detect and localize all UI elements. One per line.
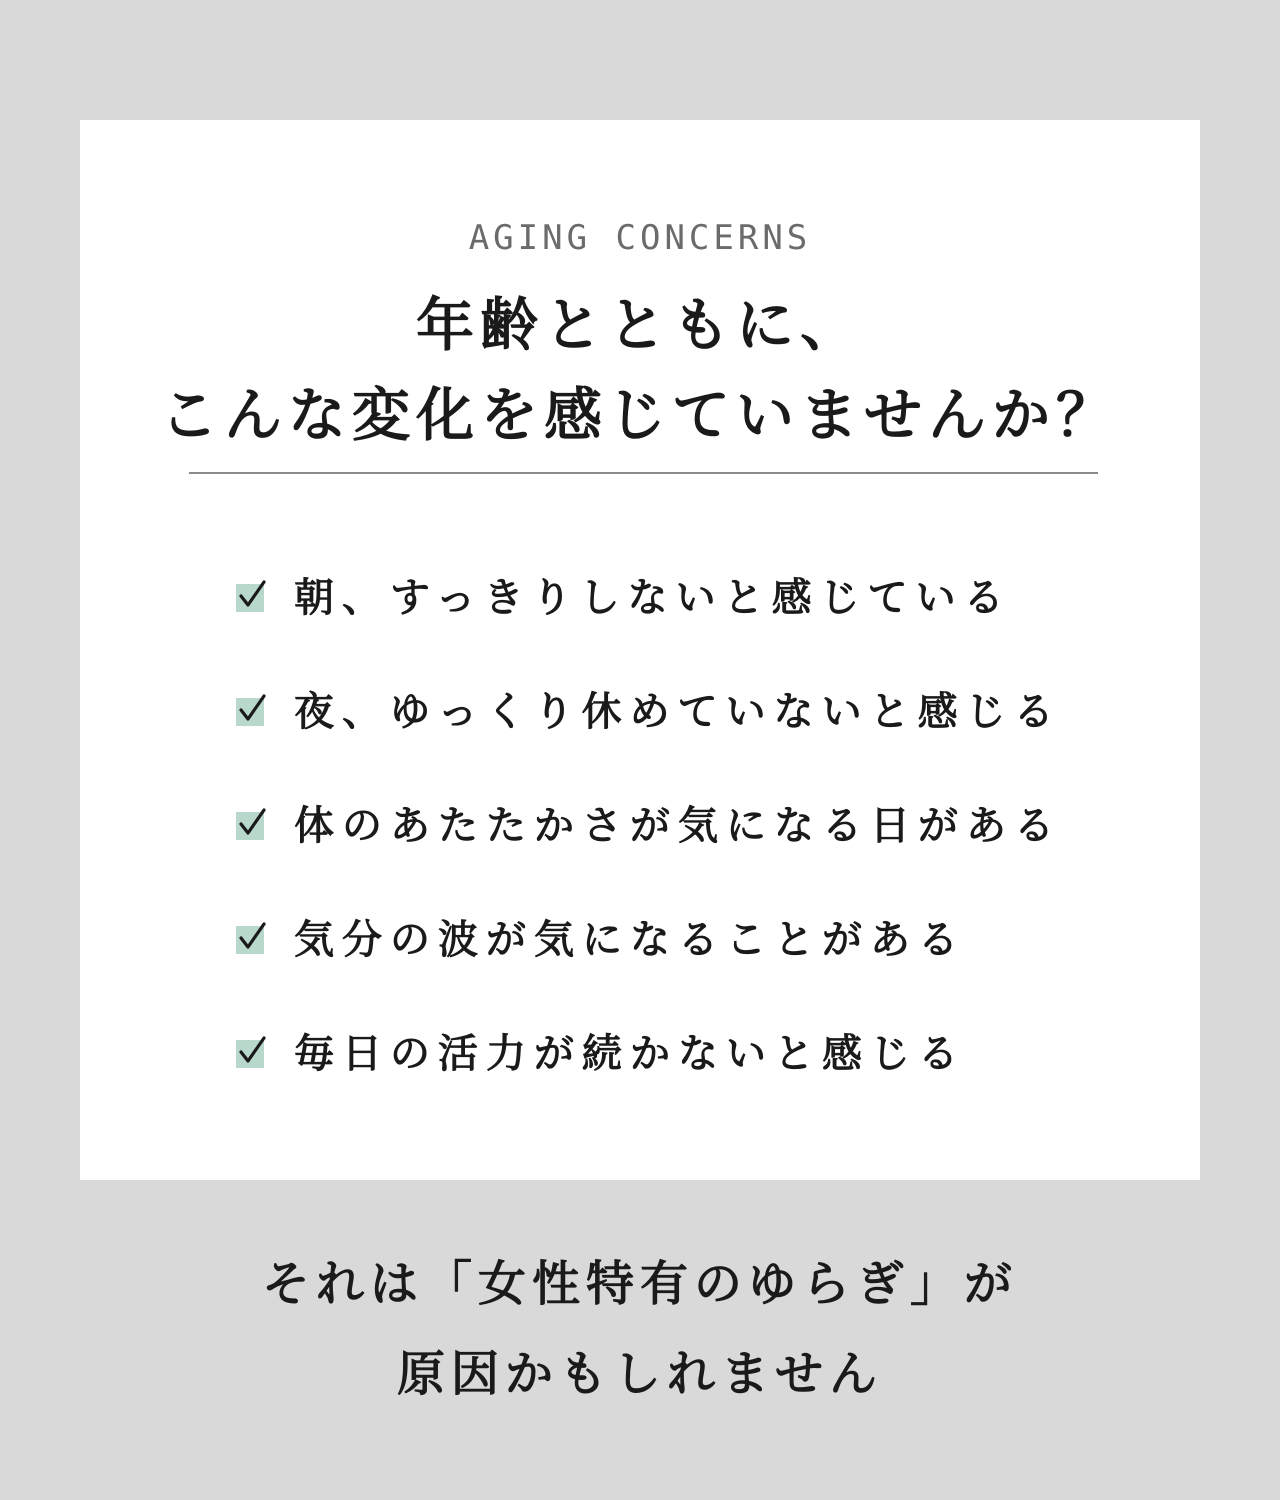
checklist-item-text: 体のあたたかさが気になる日がある: [294, 802, 1062, 849]
section-title-line-2: こんな変化を感じていませんか？: [159, 381, 1120, 449]
checklist-item-text: 毎日の活力が続かないと感じる: [294, 1030, 966, 1077]
checklist-item: [236, 568, 1012, 628]
checklist-item: [236, 910, 966, 970]
closing-line-2: 原因かもしれません: [396, 1346, 883, 1402]
checklist-item-text: 夜、ゆっくり休めていないと感じる: [294, 688, 1062, 735]
checkbox-check-icon: [236, 1040, 264, 1068]
checklist-item: [236, 796, 1062, 856]
checkbox-check-icon: [236, 812, 264, 840]
checkbox-check-icon: [236, 698, 264, 726]
section-eyebrow: AGING CONCERNS: [468, 218, 812, 258]
checkbox-check-icon: [236, 926, 264, 954]
closing-line-1: それは「女性特有のゆらぎ」が: [261, 1256, 1018, 1312]
checkbox-check-icon: [236, 584, 264, 612]
checklist-item: [236, 682, 1062, 742]
checklist-item-text: 気分の波が気になることがある: [294, 916, 966, 963]
checklist-item: [236, 1024, 966, 1084]
concerns-card: [80, 120, 1200, 1180]
checklist-item-text: 朝、すっきりしないと感じている: [294, 574, 1012, 621]
title-divider: [189, 472, 1098, 474]
section-title-line-1: 年齢とともに、: [415, 291, 864, 359]
